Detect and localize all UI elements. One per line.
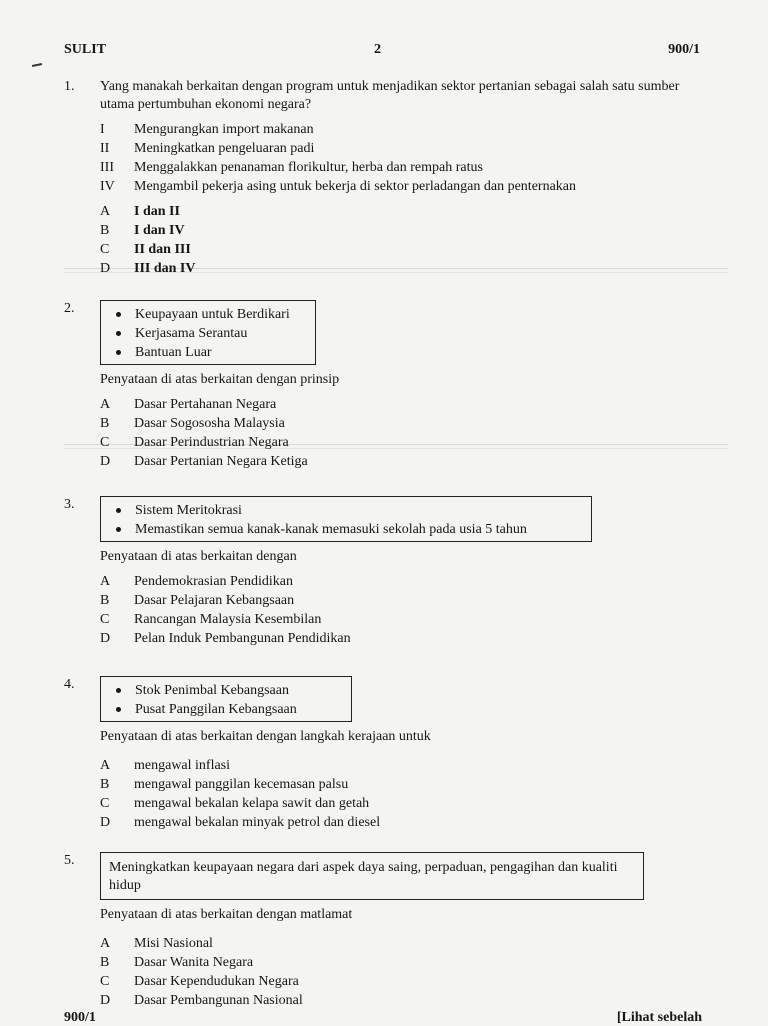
statement-box: Meningkatkan keupayaan negara dari aspek daya saing, perpaduan, pengagihan dan kualiti hidup [100, 852, 644, 900]
option-text: Dasar Kependudukan Negara [134, 974, 299, 989]
option-letter: D [100, 993, 111, 1008]
statement-text: Meningkatkan pengeluaran padi [134, 141, 315, 156]
statement-row [100, 139, 714, 158]
question-stem: Penyataan di atas berkaitan dengan langkah kerajaan untuk [100, 729, 431, 744]
bullet-item: Stok Penimbal Kebangsaan [107, 681, 341, 700]
question-stem: Penyataan di atas berkaitan dengan prinsip [100, 372, 340, 387]
answer-option-d[interactable] [100, 629, 714, 648]
statement-numeral: I [100, 122, 105, 137]
answer-option-a[interactable] [100, 572, 714, 591]
statement-text: Mengurangkan import makanan [134, 122, 314, 137]
option-letter: C [100, 796, 110, 811]
bullet-item: Kerjasama Serantau [107, 324, 305, 343]
option-letter: C [100, 435, 110, 450]
statement-row [100, 177, 714, 196]
answer-option-c[interactable] [100, 610, 714, 629]
footer-turn-over: [Lihat sebelah [616, 1010, 702, 1025]
option-text: Dasar Sogososha Malaysia [134, 416, 285, 431]
answer-option-d[interactable] [100, 991, 714, 1010]
option-text: Dasar Pembangunan Nasional [134, 993, 303, 1008]
option-text: III dan IV [134, 261, 196, 276]
question-number: 2. [64, 301, 75, 316]
option-letter: D [100, 261, 111, 276]
statement-numeral: III [100, 160, 114, 175]
option-text: Dasar Pertahanan Negara [134, 397, 277, 412]
option-text: Pendemokrasian Pendidikan [134, 574, 294, 589]
answer-option-c[interactable] [100, 972, 714, 991]
paper-code: 900/1 [668, 42, 700, 57]
option-letter: D [100, 815, 111, 830]
question-number: 5. [64, 853, 75, 868]
question-number: 1. [64, 79, 75, 94]
option-letter: D [100, 454, 111, 469]
option-text: I dan IV [134, 223, 185, 238]
option-letter: B [100, 955, 110, 970]
option-letter: B [100, 777, 110, 792]
option-text: mengawal bekalan kelapa sawit dan getah [134, 796, 370, 811]
answer-option-c[interactable] [100, 794, 714, 813]
option-text: Dasar Pertanian Negara Ketiga [134, 454, 308, 469]
answer-option-d[interactable] [100, 452, 714, 471]
option-letter: A [100, 936, 111, 951]
bullet-item: Keupayaan untuk Berdikari [107, 305, 305, 324]
option-text: mengawal panggilan kecemasan palsu [134, 777, 349, 792]
answer-option-b[interactable] [100, 953, 714, 972]
bullet-item: Memastikan semua kanak-kanak memasuki sekolah pada usia 5 tahun [107, 520, 581, 539]
option-text: II dan III [134, 242, 191, 257]
option-letter: B [100, 593, 110, 608]
question-1 [64, 78, 714, 278]
option-letter: C [100, 242, 110, 257]
option-letter: A [100, 204, 111, 219]
answer-option-c[interactable] [100, 433, 714, 452]
statement-box [100, 496, 592, 542]
option-text: Dasar Wanita Negara [134, 955, 254, 970]
statement-text: Menggalakkan penanaman florikultur, herba dan rempah ratus [134, 160, 483, 175]
option-letter: C [100, 612, 110, 627]
answer-option-b[interactable] [100, 591, 714, 610]
option-text: Dasar Perindustrian Negara [134, 435, 289, 450]
statement-box [100, 676, 352, 722]
bullet-item: Bantuan Luar [107, 343, 305, 362]
question-3 [64, 496, 714, 648]
option-text: Dasar Pelajaran Kebangsaan [134, 593, 295, 608]
question-number: 4. [64, 677, 75, 692]
option-letter: C [100, 974, 110, 989]
answer-option-a[interactable] [100, 395, 714, 414]
option-text: mengawal inflasi [134, 758, 231, 773]
question-stem: Yang manakah berkaitan dengan program untuk menjadikan sektor pertanian sebagai salah satu sumber utama pertumbuhan ekonomi negara? [100, 79, 680, 112]
answer-option-b[interactable] [100, 775, 714, 794]
answer-option-a[interactable] [100, 202, 714, 221]
option-letter: A [100, 574, 111, 589]
option-letter: A [100, 758, 111, 773]
question-stem: Penyataan di atas berkaitan dengan matlamat [100, 907, 353, 922]
question-stem: Penyataan di atas berkaitan dengan [100, 549, 297, 564]
pen-mark [32, 63, 42, 67]
answer-option-d[interactable] [100, 259, 714, 278]
answer-option-b[interactable] [100, 221, 714, 240]
option-letter: B [100, 416, 110, 431]
option-text: I dan II [134, 204, 180, 219]
page-number: 2 [374, 42, 381, 57]
answer-option-a[interactable] [100, 934, 714, 953]
option-text: Rancangan Malaysia Kesembilan [134, 612, 322, 627]
answer-option-c[interactable] [100, 240, 714, 259]
question-2 [64, 300, 714, 471]
statement-row [100, 158, 714, 177]
bullet-item: Pusat Panggilan Kebangsaan [107, 700, 341, 719]
answer-option-a[interactable] [100, 756, 714, 775]
statement-box [100, 300, 316, 365]
question-4 [64, 676, 714, 832]
option-letter: D [100, 631, 111, 646]
option-letter: B [100, 223, 110, 238]
statement-row [100, 120, 714, 139]
statement-numeral: II [100, 141, 110, 156]
option-text: Misi Nasional [134, 936, 213, 951]
option-text: Pelan Induk Pembangunan Pendidikan [134, 631, 351, 646]
answer-option-b[interactable] [100, 414, 714, 433]
option-text: mengawal bekalan minyak petrol dan diesel [134, 815, 381, 830]
bullet-item: Sistem Meritokrasi [107, 501, 581, 520]
header-sulit: SULIT [64, 42, 107, 57]
option-letter: A [100, 397, 111, 412]
answer-option-d[interactable] [100, 813, 714, 832]
statement-numeral: IV [100, 179, 115, 194]
question-number: 3. [64, 497, 75, 512]
footer-paper-code: 900/1 [64, 1010, 96, 1025]
statement-text: Mengambil pekerja asing untuk bekerja di sektor perladangan dan penternakan [134, 179, 577, 194]
question-5 [64, 852, 714, 1010]
